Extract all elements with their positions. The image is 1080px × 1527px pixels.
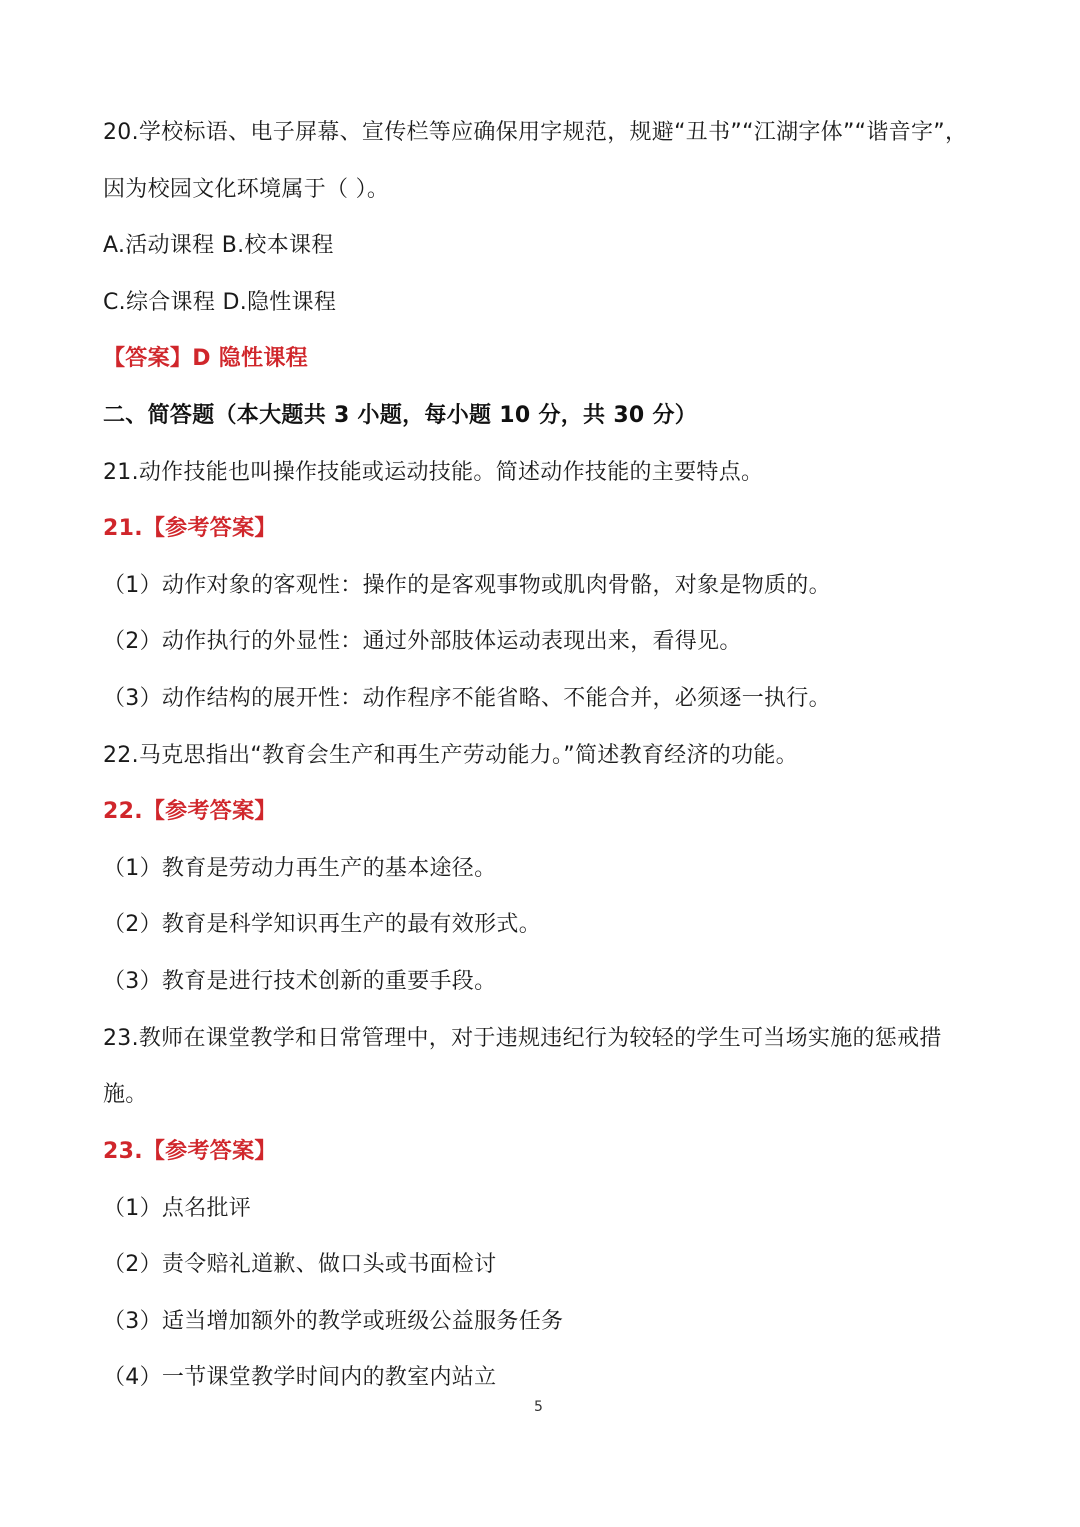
q23-question-line1: 23.教师在课堂教学和日常管理中，对于违规违纪行为较轻的学生可当场实施的惩戒措 (103, 1026, 942, 1051)
q23-question-line2: 施。 (103, 1082, 148, 1107)
q20-options-line2: C.综合课程 D.隐性课程 (103, 290, 337, 315)
q20-question-line2: 因为校园文化环境属于（ ）。 (103, 177, 390, 202)
section-heading: 二、简答题（本大题共 3 小题，每小题 10 分，共 30 分） (103, 403, 698, 428)
q22-answer-label: 22.【参考答案】 (103, 799, 277, 824)
q21-point-2: （2）动作执行的外显性：通过外部肢体运动表现出来，看得见。 (103, 629, 742, 654)
q23-answer-label: 23.【参考答案】 (103, 1139, 277, 1164)
q21-question: 21.动作技能也叫操作技能或运动技能。简述动作技能的主要特点。 (103, 460, 764, 485)
page-number: 5 (534, 1399, 543, 1415)
q23-point-3: （3）适当增加额外的教学或班级公益服务任务 (103, 1309, 564, 1334)
q22-question: 22.马克思指出“教育会生产和再生产劳动能力。”简述教育经济的功能。 (103, 743, 798, 768)
q21-point-1: （1）动作对象的客观性：操作的是客观事物或肌肉骨骼，对象是物质的。 (103, 573, 831, 598)
q23-point-4: （4）一节课堂教学时间内的教室内站立 (103, 1365, 497, 1390)
q22-point-2: （2）教育是科学知识再生产的最有效形式。 (103, 912, 541, 937)
q21-answer-label: 21.【参考答案】 (103, 516, 277, 541)
q23-point-2: （2）责令赔礼道歉、做口头或书面检讨 (103, 1252, 497, 1277)
q20-answer: 【答案】D 隐性课程 (103, 346, 308, 371)
q21-point-3: （3）动作结构的展开性：动作程序不能省略、不能合并，必须逐一执行。 (103, 686, 831, 711)
q20-options-line1: A.活动课程 B.校本课程 (103, 233, 334, 258)
q23-point-1: （1）点名批评 (103, 1196, 252, 1221)
q22-point-3: （3）教育是进行技术创新的重要手段。 (103, 969, 497, 994)
q22-point-1: （1）教育是劳动力再生产的基本途径。 (103, 856, 497, 881)
q20-question-line1: 20.学校标语、电子屏幕、宣传栏等应确保用字规范，规避“丑书”“江湖字体”“谐音字”， (103, 120, 968, 145)
